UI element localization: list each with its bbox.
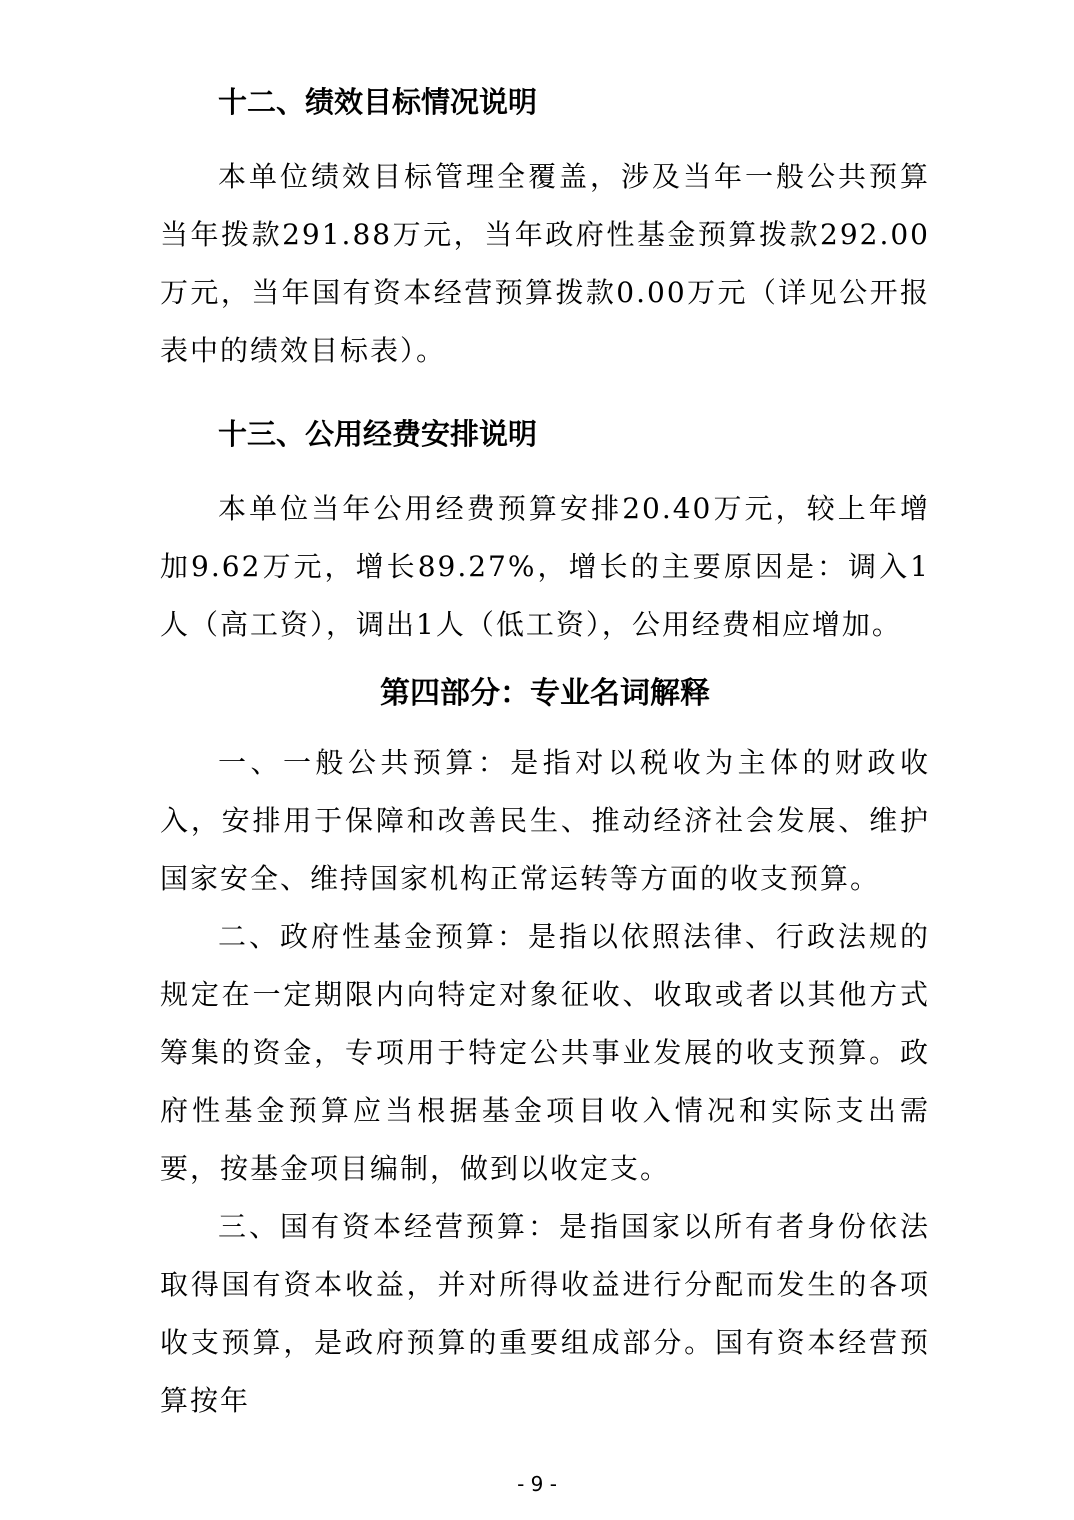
part-4-title: 第四部分：专业名词解释: [380, 676, 710, 711]
page-number: - 9 -: [517, 1472, 557, 1496]
document-page: [160, 72, 930, 1430]
section-13-heading: 十三、公用经费安排说明: [218, 417, 538, 451]
term-general-budget: 一、一般公共预算：是指对以税收为主体的财政收入，安排用于保障和改善民生、推动经济社会发展、维护国家安全、维持国家机构正常运转等方面的收支预算。: [160, 746, 930, 895]
term-state-capital-budget: 三、国有资本经营预算：是指国家以所有者身份依法取得国有资本收益，并对所得收益进行分配而发生的各项收支预算，是政府预算的重要组成部分。国有资本经营预算按年: [160, 1210, 930, 1417]
term-government-fund-budget: 二、政府性基金预算：是指以依照法律、行政法规的规定在一定期限内向特定对象征收、收取或者以其他方式筹集的资金，专项用于特定公共事业发展的收支预算。政府性基金预算应当根据基金项目收入情况和实际支出需要，按基金项目编制，做到以收定支。: [160, 920, 930, 1185]
section-12-body: 本单位绩效目标管理全覆盖，涉及当年一般公共预算当年拨款291.88万元，当年政府性基金预算拨款292.00万元，当年国有资本经营预算拨款0.00万元（详见公开报表中的绩效目标表）。: [160, 160, 930, 367]
section-12-heading: 十二、绩效目标情况说明: [218, 85, 538, 119]
section-13-body: 本单位当年公用经费预算安排20.40万元，较上年增加9.62万元，增长89.27%，增长的主要原因是：调入1人（高工资），调出1人（低工资），公用经费相应增加。: [160, 492, 930, 641]
